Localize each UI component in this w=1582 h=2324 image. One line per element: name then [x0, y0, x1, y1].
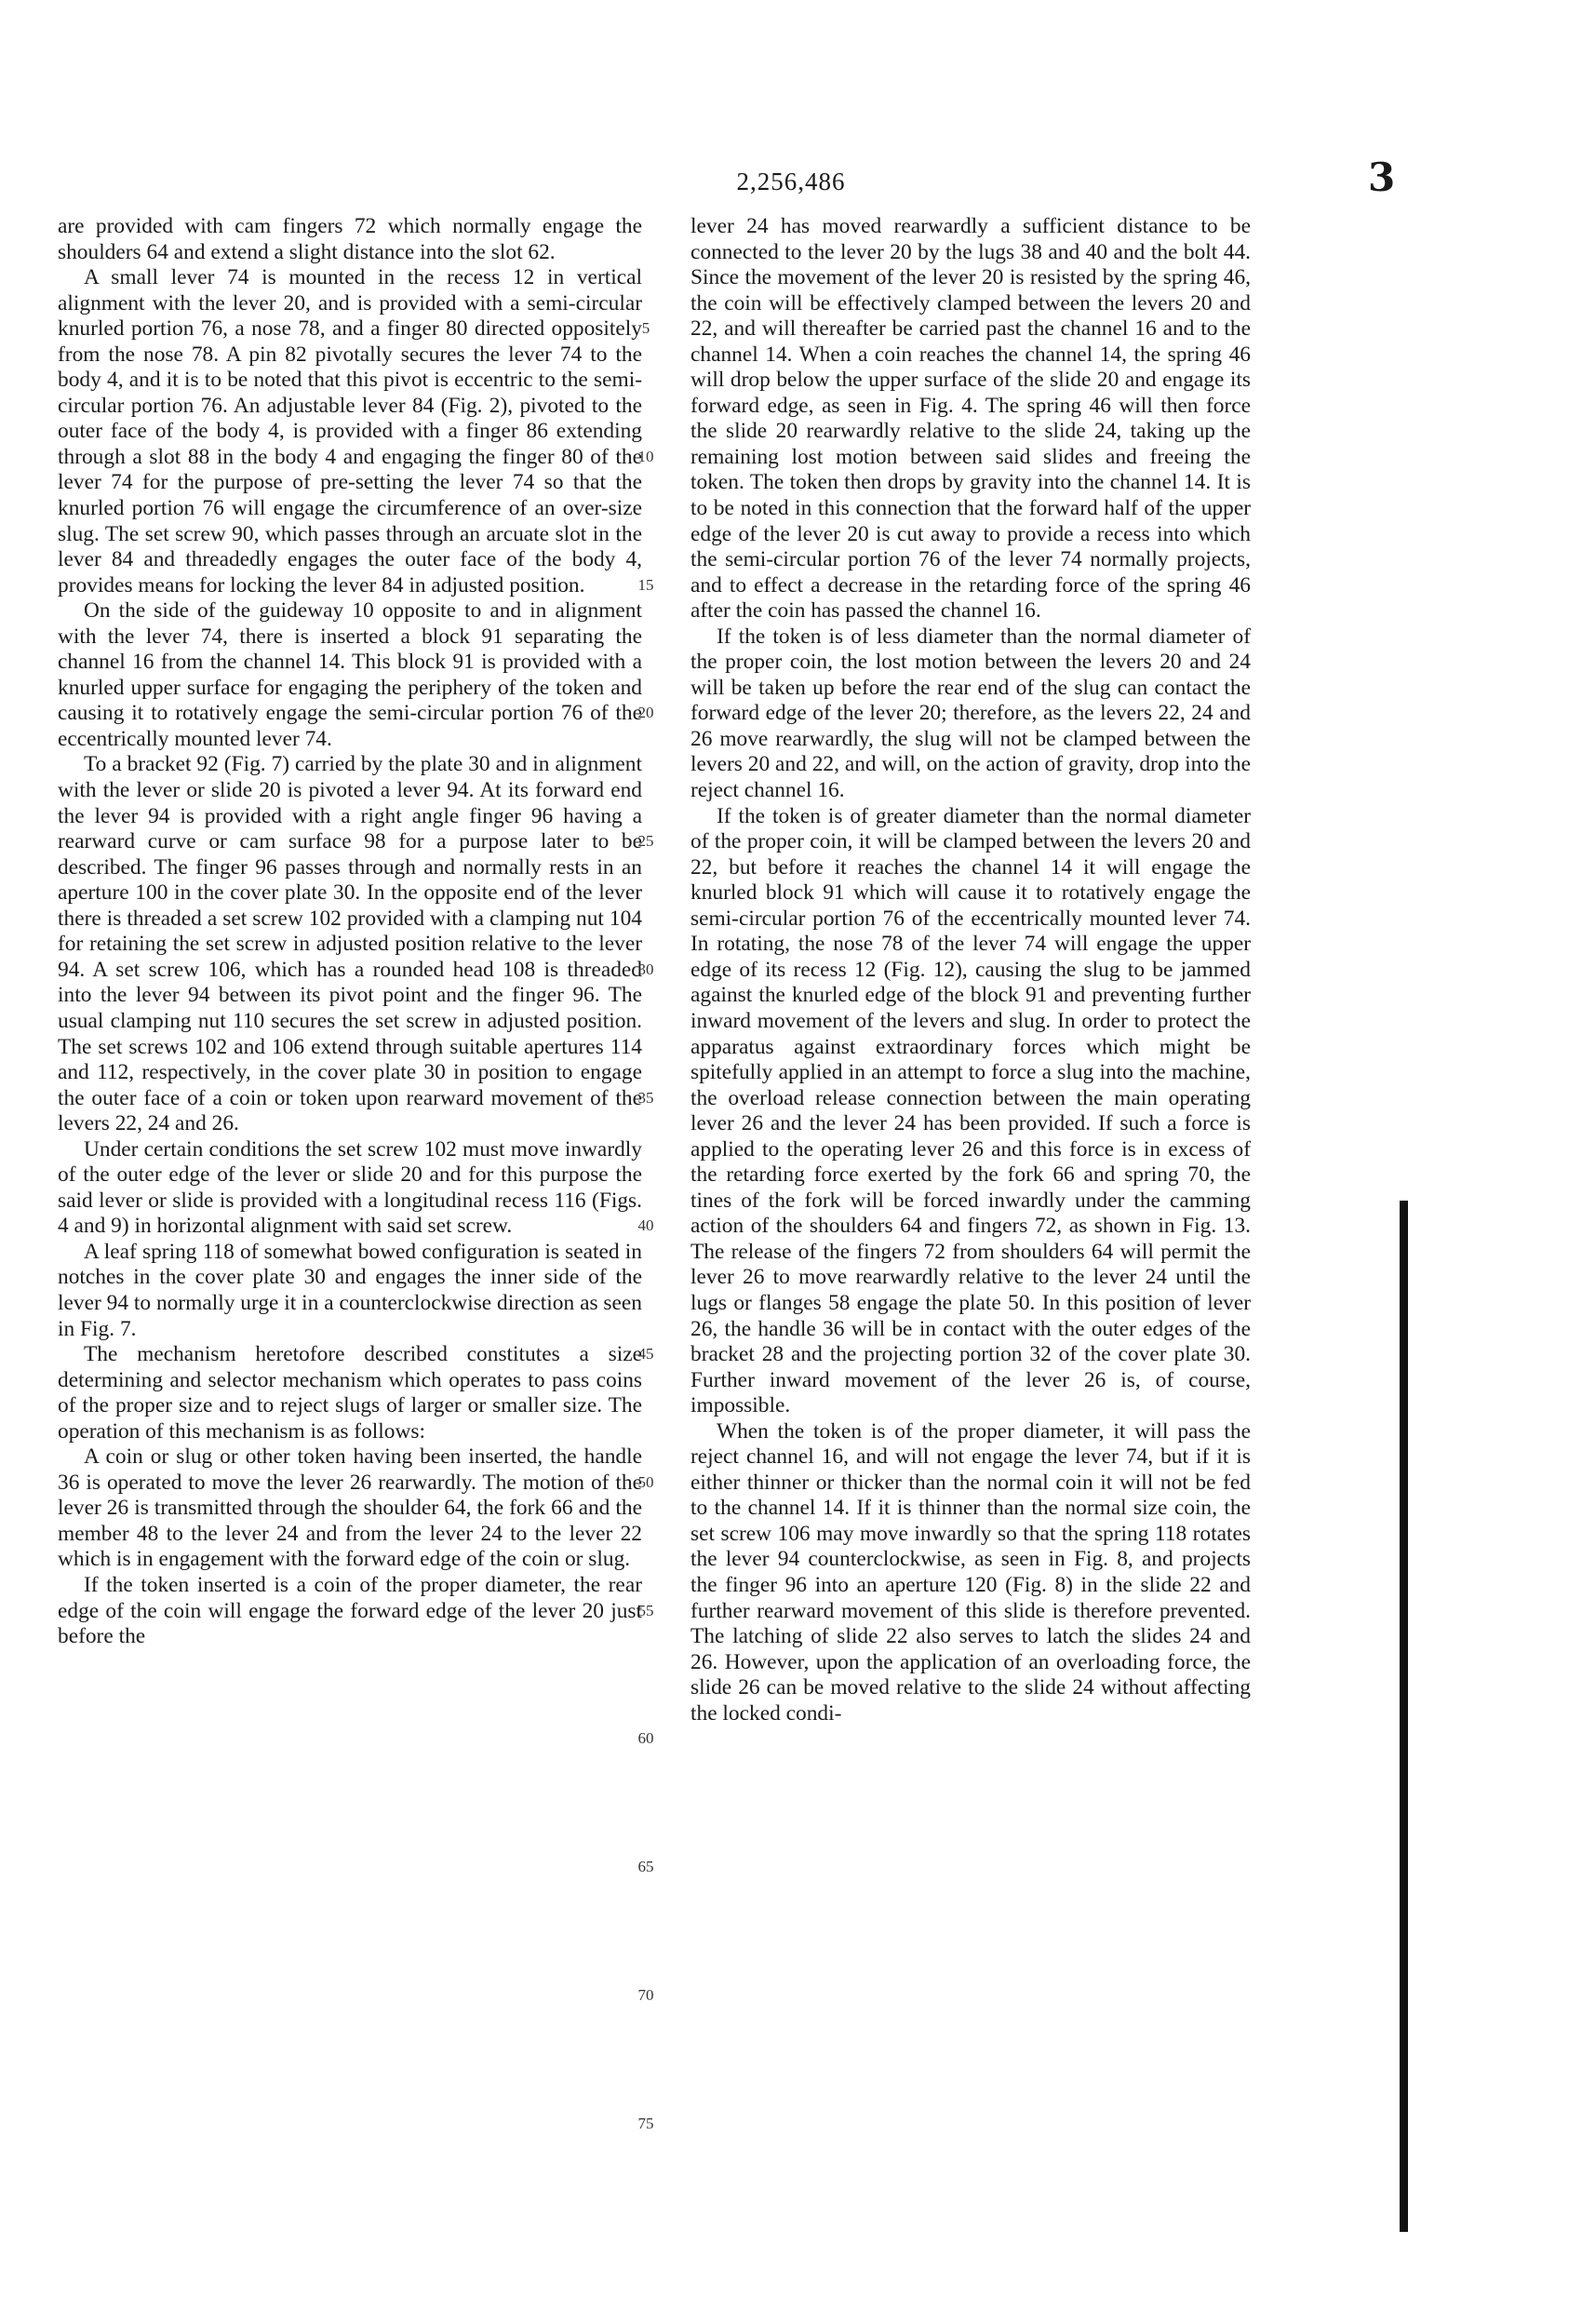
line-number: 75 [637, 2114, 654, 2132]
paragraph: A coin or slug or other token having been inserted, the handle 36 is operated to move the lever 26 rearwardly. The motion of the lever 26 is transmitted through the shoulder 64, the fork 66 and the member 48 to the lever 24 and from the lever 24 to the lever 22 which is in engagement with the forward edge of the coin or slug. [58, 1444, 642, 1572]
page-number: 3 [1368, 154, 1396, 200]
line-number: 55 [637, 1601, 654, 1619]
line-number: 30 [637, 960, 654, 978]
line-number: 5 [641, 319, 650, 338]
line-number: 70 [637, 1985, 654, 2004]
paragraph: Under certain conditions the set screw 102 must move inwardly of the outer edge of the lever or slide 20 and for this purpose the said lever or slide is provided with a longitudinal recess 116 (Figs. 4 and 9) in horizontal alignment with said set screw. [58, 1136, 642, 1239]
line-number: 35 [637, 1088, 654, 1107]
paragraph: If the token is of less diameter than the normal diameter of the proper coin, the lost motion between the levers 20 and 24 will be taken up before the rear end of the slug can contact the forward edge of the lever 20; therefore, as the levers 22, 24 and 26 move rearwardly, the slug will not be clamped between the levers 20 and 22, and will, on the action of gravity, drop into the reject channel 16. [690, 624, 1251, 803]
paragraph: On the side of the guideway 10 opposite to and in alignment with the lever 74, there is inserted a block 91 separating the channel 16 from the channel 14. This block 91 is provided with a knurled upper surface for engaging the periphery of the token and causing it to rotatively engage the semi-circular portion 76 of the eccentrically mounted lever 74. [58, 598, 642, 751]
paragraph: are provided with cam fingers 72 which normally engage the shoulders 64 and extend a slight distance into the slot 62. [58, 214, 642, 264]
paragraph: A leaf spring 118 of somewhat bowed configuration is seated in notches in the cover plate 30 and engages the inner side of the lever 94 to normally urge it in a counterclockwise direction as seen in Fig. 7. [58, 1239, 642, 1341]
line-number: 65 [637, 1858, 654, 1876]
line-number: 45 [637, 1345, 654, 1364]
paragraph: If the token is of greater diameter than the normal diameter of the proper coin, it will be clamped between the levers 20 and 22, but before it reaches the channel 14 it will engage the knurled block 91 which will cause it to rotatively engage the semi-circular portion 76 of the eccentrically mounted lever 74. In rotating, the nose 78 of the lever 74 will engage the upper edge of its recess 12 (Fig. 12), causing the slug to be jammed against the knurled edge of the block 91 and preventing further inward movement of the levers and slug. In order to protect the apparatus against extraordinary forces which might be spitefully applied in an attempt to force a slug into the machine, the overload release connection between the main operating lever 26 and the lever 24 has been provided. If such a force is applied to the operating lever 26 and this force is in excess of the retarding force exerted by the fork 66 and spring 70, the tines of the fork will be forced inwardly under the camming action of the shoulders 64 and fingers 72, as shown in Fig. 13. The release of the fingers 72 from shoulders 64 will permit the lever 26 to move rearwardly relative to the lever 24 until the lugs or flanges 58 engage the plate 50. In this position of lever 26, the handle 36 will be in contact with the outer edges of the bracket 28 and the projecting portion 32 of the cover plate 30. Further inward movement of the lever 26 is, of course, impossible. [690, 803, 1251, 1418]
paragraph: To a bracket 92 (Fig. 7) carried by the plate 30 and in alignment with the lever or slide 20 is pivoted a lever 94. At its forward end the lever 94 is provided with a right angle finger 96 having a rearward curve or cam surface 98 for a purpose later to be described. The finger 96 passes through and normally rests in an aperture 100 in the cover plate 30. In the opposite end of the lever there is threaded a set screw 102 provided with a clamping nut 104 for retaining the set screw in adjusted position relative to the lever 94. A set screw 106, which has a rounded head 108 is threaded into the lever 94 between its pivot point and the finger 96. The usual clamping nut 110 secures the set screw in adjusted position. The set screws 102 and 106 extend through suitable apertures 114 and 112, respectively, in the cover plate 30 in position to engage the outer face of a coin or token upon rearward movement of the levers 22, 24 and 26. [58, 752, 642, 1136]
patent-number: 2,256,486 [736, 168, 846, 195]
left-column [58, 214, 642, 1650]
paragraph: When the token is of the proper diameter, it will pass the reject channel 16, and will not engage the lever 74, but if it is either thinner or thicker than the normal coin it will not be fed to the channel 14. If it is thinner than the normal size coin, the set screw 106 may move inwardly so that the spring 118 rotates the lever 94 counterclockwise, as seen in Fig. 8, and projects the finger 96 into an aperture 120 (Fig. 8) in the slide 22 and further rearward movement of this slide is therefore prevented. The latching of slide 22 also serves to latch the slides 24 and 26. However, upon the application of an overloading force, the slide 26 can be moved relative to the slide 24 without affecting the locked condi- [690, 1418, 1251, 1726]
paragraph: The mechanism heretofore described constitutes a size determining and selector mechanism which operates to pass coins of the proper size and to reject slugs of larger or smaller size. The operation of this mechanism is as follows: [58, 1342, 642, 1444]
line-number: 60 [637, 1729, 654, 1748]
paragraph: If the token inserted is a coin of the proper diameter, the rear edge of the coin will engage the forward edge of the lever 20 just before the [58, 1572, 642, 1649]
line-number: 20 [637, 704, 654, 722]
line-number: 10 [637, 447, 654, 465]
right-column [690, 214, 1251, 1726]
paragraph: A small lever 74 is mounted in the recess 12 in vertical alignment with the lever 20, and is provided with a semi-circular knurled portion 76, a nose 78, and a finger 80 directed oppositely from the nose 78. A pin 82 pivotally secures the lever 74 to the body 4, and it is to be noted that this pivot is eccentric to the semi-circular portion 76. An adjustable lever 84 (Fig. 2), pivoted to the outer face of the body 4, is provided with a finger 86 extending through a slot 88 in the body 4 and engaging the finger 80 of the lever 74 for the purpose of pre-setting the lever 74 so that the knurled portion 76 will engage the circumference of an over-size slug. The set screw 90, which passes through an arcuate slot in the lever 84 and threadedly engages the outer face of the body 4, provides means for locking the lever 84 in adjusted position. [58, 265, 642, 598]
margin-rule [1400, 1201, 1408, 2232]
line-number: 25 [637, 832, 654, 851]
line-number: 15 [637, 575, 654, 594]
line-number: 40 [637, 1216, 654, 1235]
line-number: 50 [637, 1472, 654, 1491]
paragraph: lever 24 has moved rearwardly a sufficient distance to be connected to the lever 20 by the lugs 38 and 40 and the bolt 44. Since the movement of the lever 20 is resisted by the spring 46, the coin will be effectively clamped between the levers 20 and 22, and will thereafter be carried past the channel 16 and to the channel 14. When a coin reaches the channel 14, the spring 46 will drop below the upper surface of the slide 20 and engage its forward edge, as seen in Fig. 4. The spring 46 will then force the slide 20 rearwardly relative to the slide 24, taking up the remaining lost motion between said slides and freeing the token. The token then drops by gravity into the channel 14. It is to be noted in this connection that the forward half of the upper edge of the lever 20 is cut away to provide a recess into which the semi-circular portion 76 of the lever 74 normally projects, and to effect a decrease in the retarding force of the spring 46 after the coin has passed the channel 16. [690, 214, 1251, 624]
